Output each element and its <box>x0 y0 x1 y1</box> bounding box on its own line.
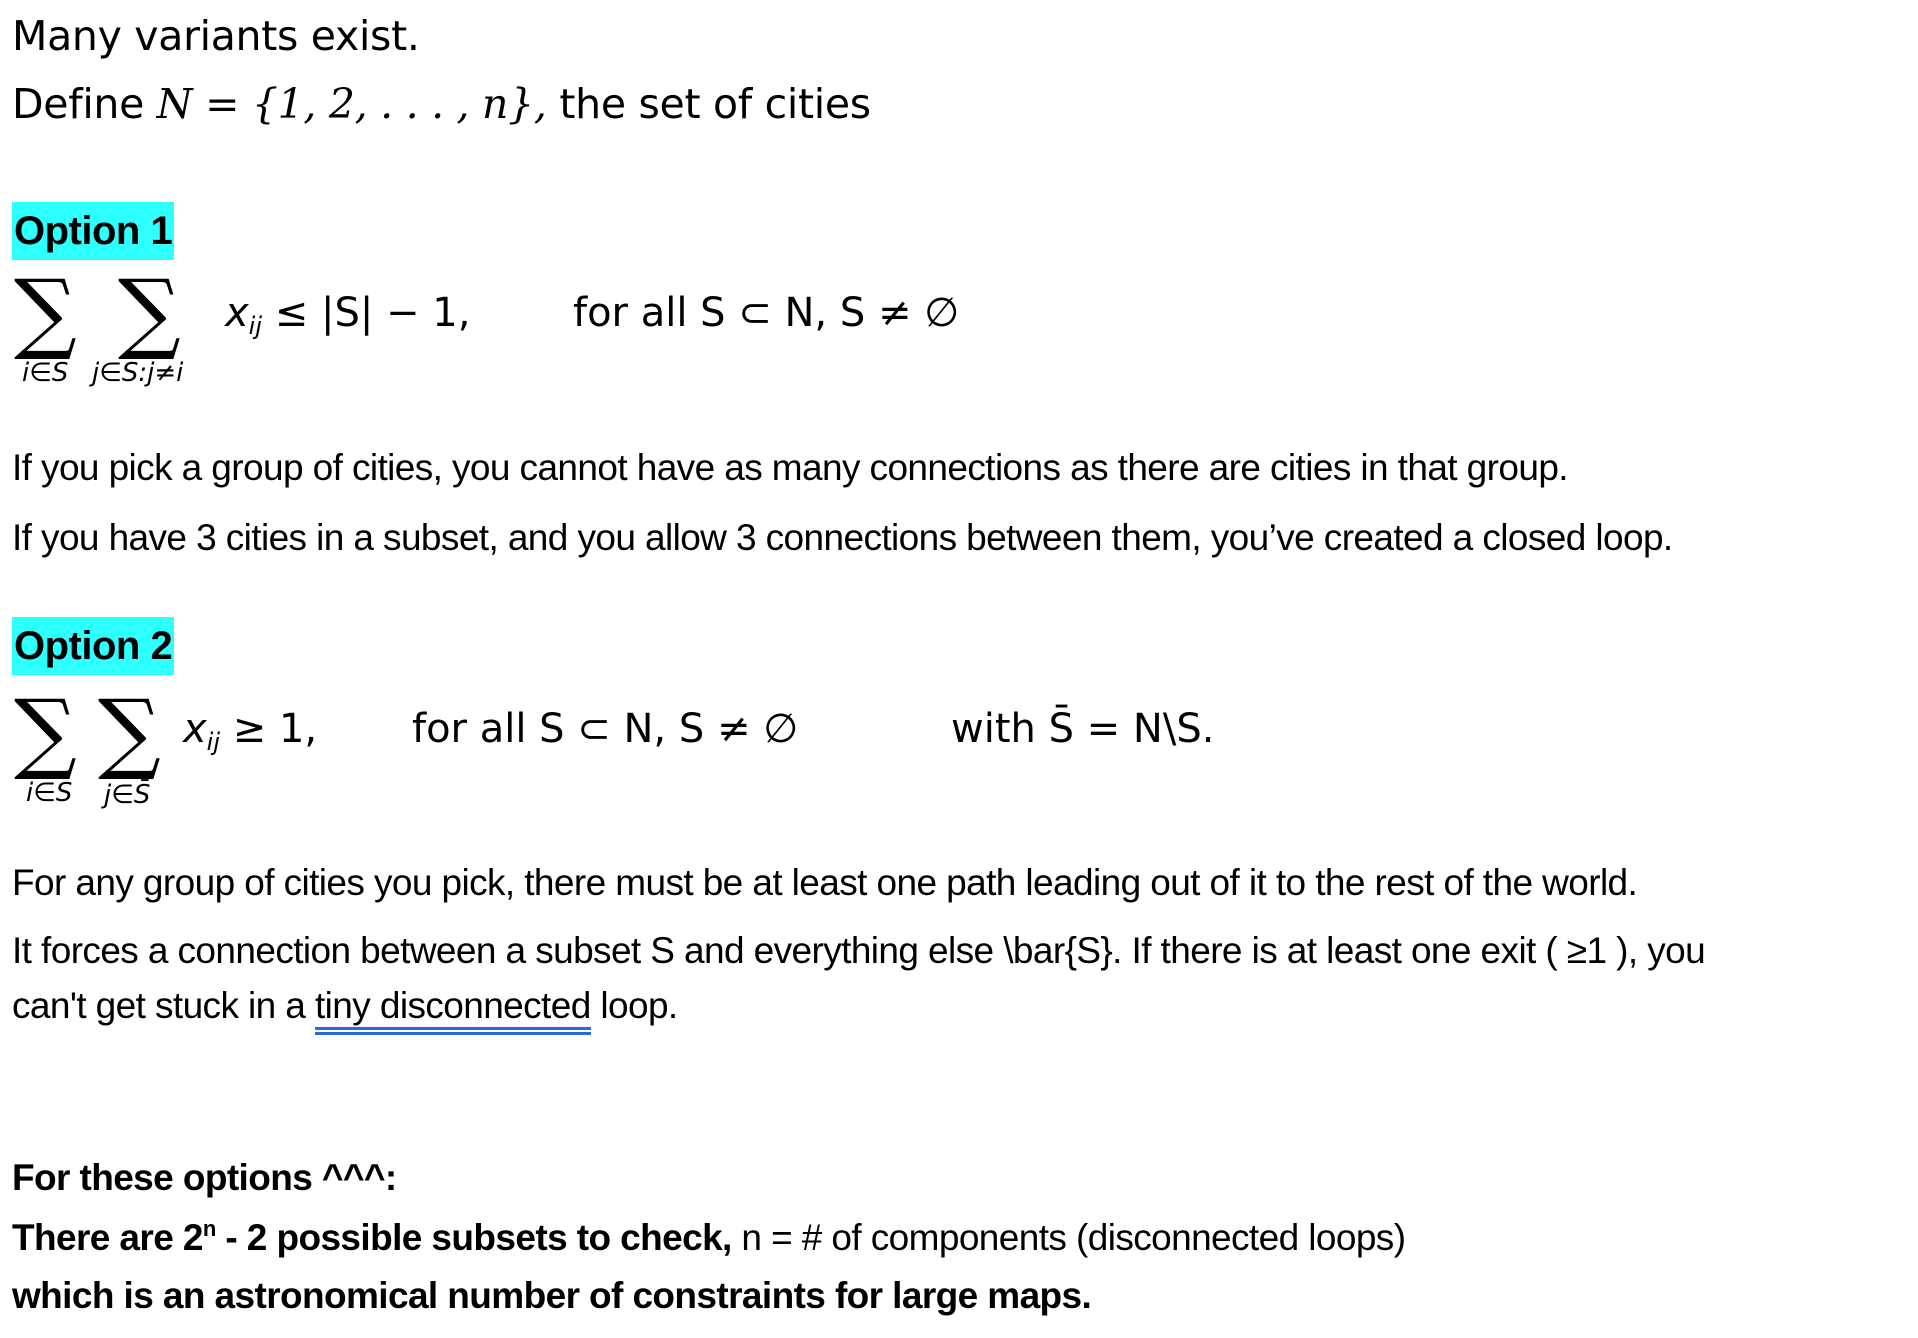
option2-explanation-2: It forces a connection between a subset S and everything else \bar{S}. If there is at least one exit ( ≥1 ), you <box>12 930 1706 971</box>
summary-line-2-bold-a: There are 2 <box>12 1217 203 1258</box>
option2-condition: for all S ⊂ N, S ≠ ∅ <box>412 706 799 752</box>
summary-line-2-bold-b: - 2 possible subsets to check, <box>215 1217 732 1258</box>
option1-var-sub: ij <box>248 312 263 340</box>
define-set: N = {1, 2, . . . , n}, <box>156 80 547 128</box>
define-suffix: the set of cities <box>559 80 871 128</box>
option2-sum1-sub: i∈S <box>26 778 73 808</box>
explanation-3-after: loop. <box>600 985 678 1026</box>
option1-sum1-icon: ∑ <box>14 260 77 363</box>
option1-var: x <box>225 290 249 336</box>
option1-heading: Option 1 <box>12 202 174 260</box>
option1-sum2-sub: j∈S:j≠i <box>92 358 184 388</box>
summary-heading: For these options ^^^: <box>12 1157 397 1198</box>
option2-relation: ≥ 1, <box>232 706 318 752</box>
summary-line-2-normal: n = # of components (disconnected loops) <box>731 1217 1406 1258</box>
option2-var: x <box>183 706 207 752</box>
define-line <box>12 80 871 128</box>
option1-relation: ≤ |S| − 1, <box>274 290 471 336</box>
option1-sum2-icon: ∑ <box>118 260 181 363</box>
option1-explanation-2: If you have 3 cities in a subset, and you allow 3 connections between them, you’ve created a closed loop. <box>12 517 1673 558</box>
option1-condition: for all S ⊂ N, S ≠ ∅ <box>573 290 960 336</box>
summary-line-2 <box>12 1217 1405 1259</box>
option2-formula-body <box>183 706 317 756</box>
option2-var-sub: ij <box>206 728 221 756</box>
option2-with-clause: with S̄ = N\S. <box>951 706 1215 752</box>
explanation-3-before: can't get stuck in a <box>12 985 306 1026</box>
summary-line-3: which is an astronomical number of constraints for large maps. <box>12 1275 1092 1316</box>
option2-sum1-icon: ∑ <box>14 680 77 783</box>
option2-sum2-icon: ∑ <box>98 680 161 783</box>
option1-sum1-sub: i∈S <box>22 358 69 388</box>
summary-exponent: n <box>202 1216 216 1241</box>
grammar-flagged-text[interactable]: tiny disconnected <box>314 985 591 1026</box>
option2-explanation-3 <box>12 985 678 1027</box>
option1-explanation-1: If you pick a group of cities, you cannot have as many connections as there are cities in that group. <box>12 447 1568 488</box>
intro-line: Many variants exist. <box>12 12 420 60</box>
option2-heading: Option 2 <box>12 617 174 675</box>
option2-explanation-1: For any group of cities you pick, there must be at least one path leading out of it to the rest of the world. <box>12 862 1638 903</box>
define-prefix: Define <box>12 80 145 128</box>
option2-sum2-sub: j∈S̄ <box>104 780 151 810</box>
option1-formula-body <box>225 290 470 340</box>
